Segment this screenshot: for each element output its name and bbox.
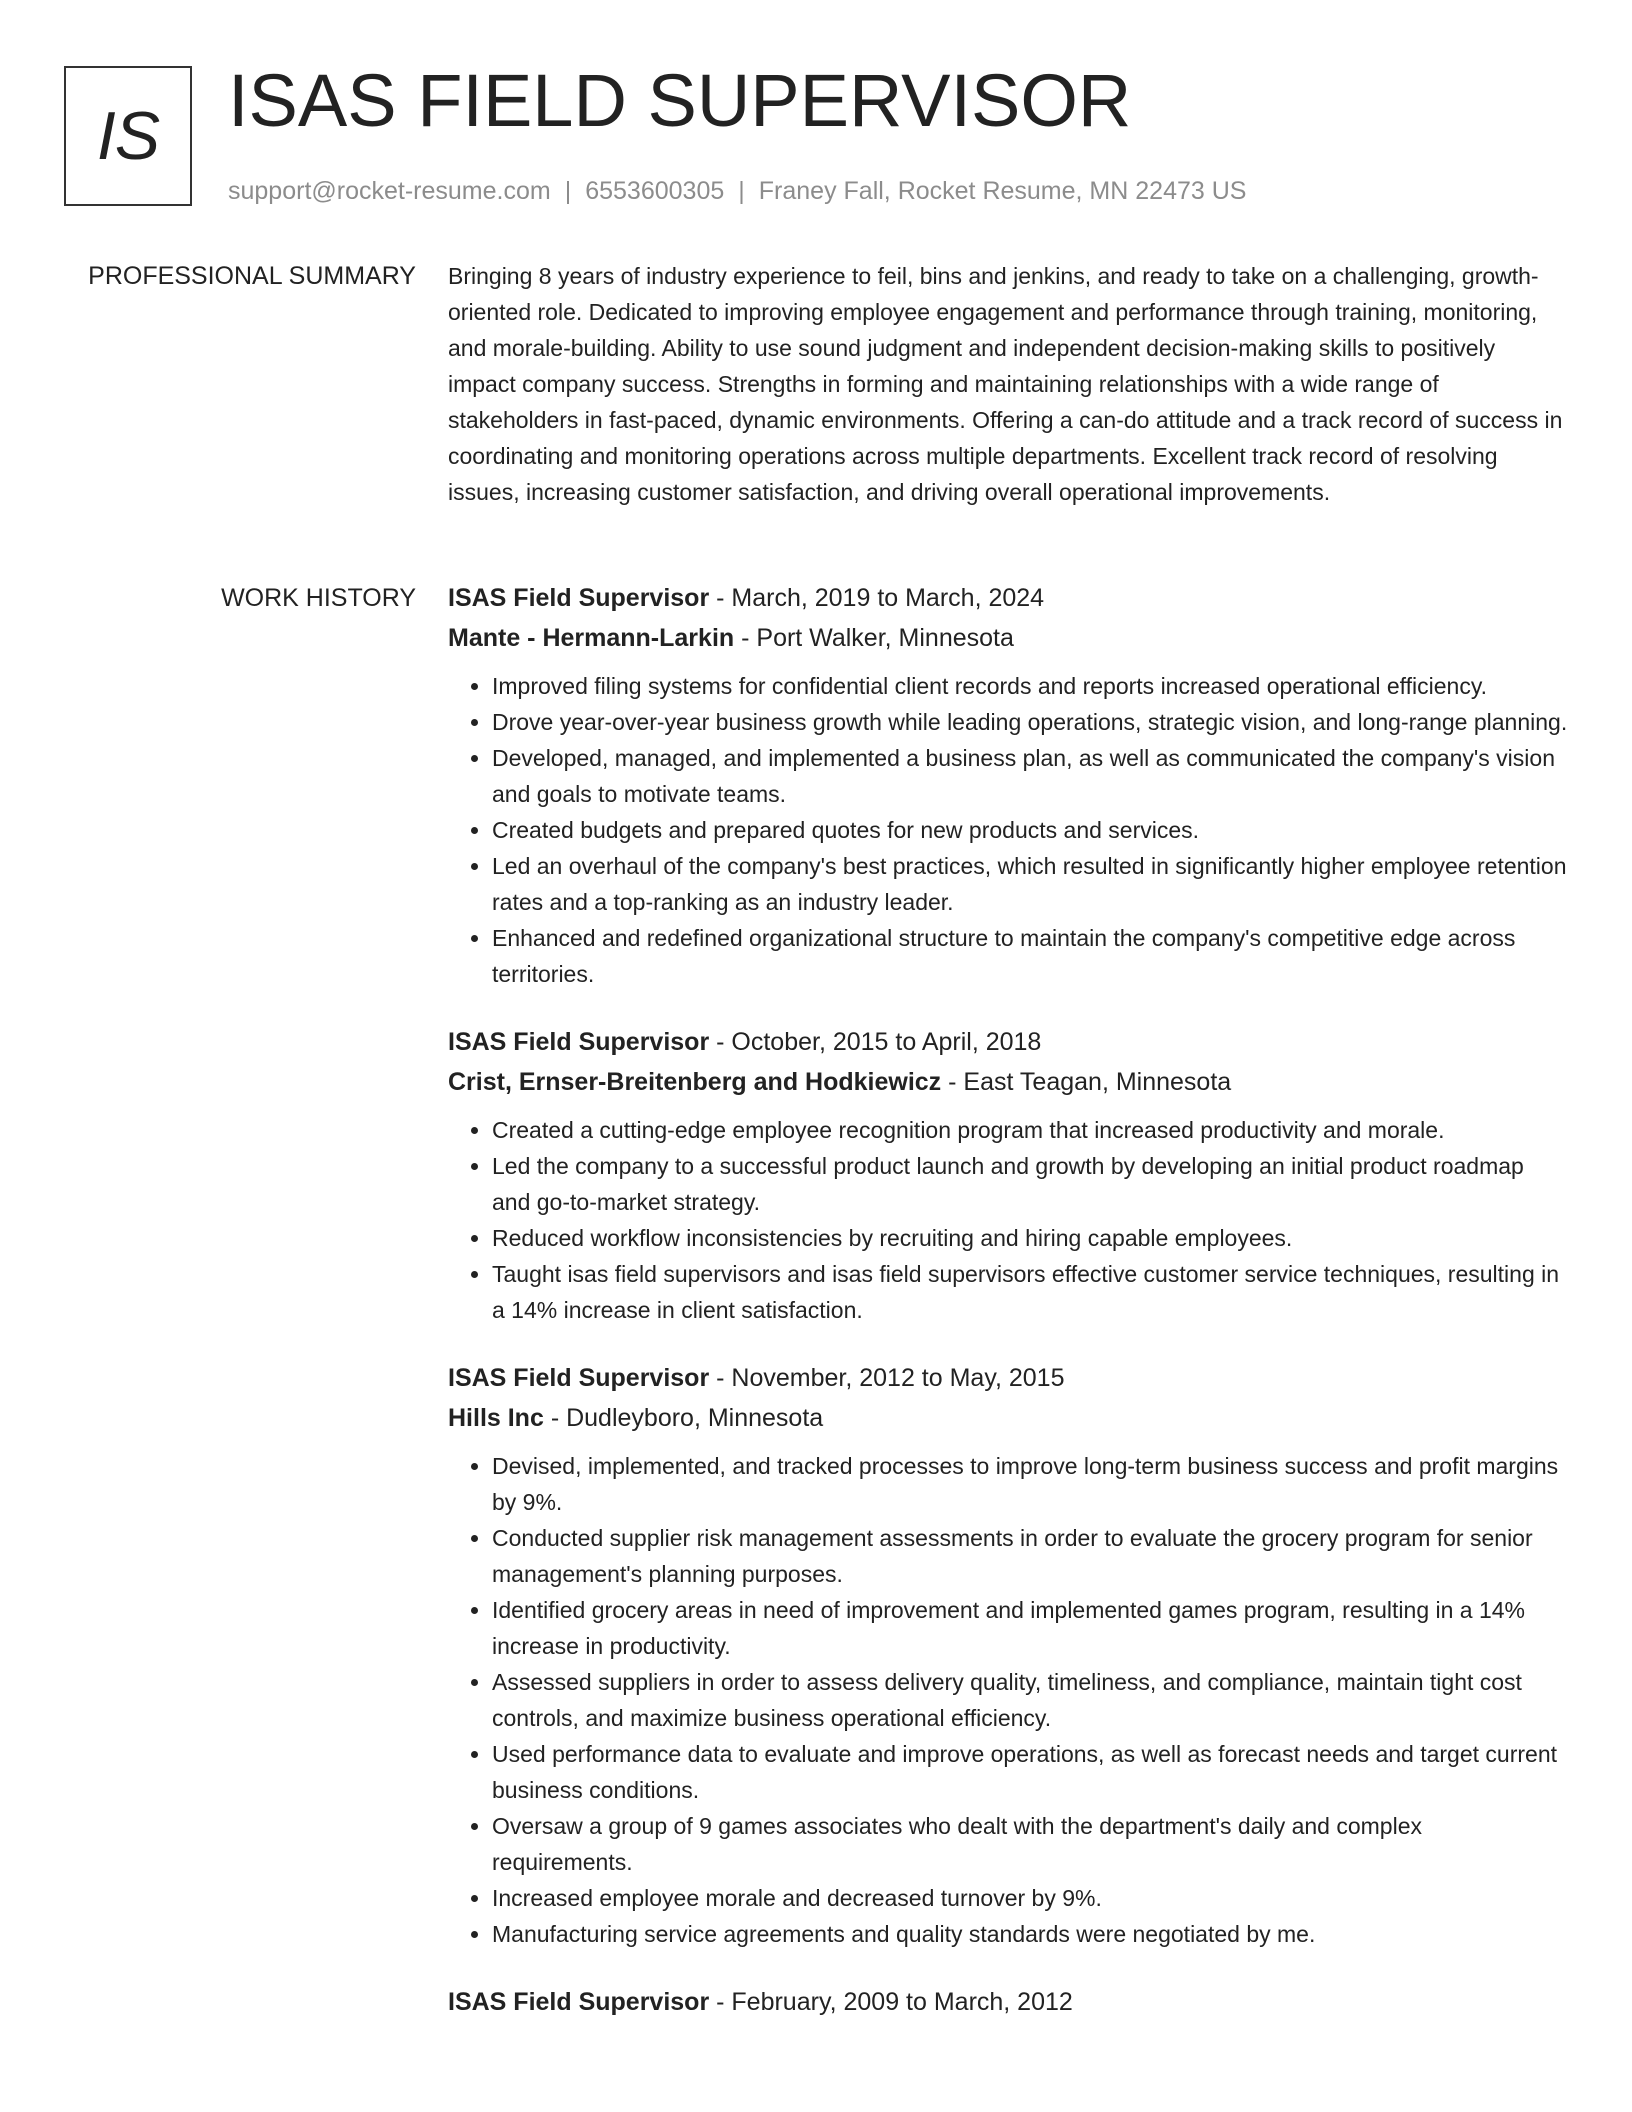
job-dates: - March, 2019 to March, 2024 — [709, 584, 1045, 612]
job-location: - Dudleyboro, Minnesota — [543, 1404, 824, 1432]
job-dates: - November, 2012 to May, 2015 — [709, 1364, 1065, 1392]
contact-email: support@rocket-resume.com — [228, 177, 551, 205]
work-history-section — [448, 578, 1568, 2052]
job-company-line — [448, 1398, 1568, 1438]
job-dates: - October, 2015 to April, 2018 — [709, 1028, 1042, 1056]
job-title-line — [448, 578, 1568, 618]
job-title: ISAS Field Supervisor — [448, 1988, 710, 2016]
job-bullet: • Created a cutting-edge employee recognition program that increased productivity and morale. — [492, 1112, 1568, 1148]
job-company: Mante - Hermann-Larkin — [448, 624, 735, 652]
job-location: - East Teagan, Minnesota — [941, 1068, 1232, 1096]
job-entry — [448, 1358, 1568, 1952]
job-bullets — [448, 1112, 1568, 1328]
job-bullet: • Manufacturing service agreements and quality standards were negotiated by me. — [492, 1916, 1568, 1952]
job-bullet: • Conducted supplier risk management assessments in order to evaluate the grocery program for senior management's planning purposes. — [492, 1520, 1568, 1592]
job-bullet: • Created budgets and prepared quotes for new products and services. — [492, 812, 1568, 848]
contact-address: Franey Fall, Rocket Resume, MN 22473 US — [758, 177, 1247, 205]
job-bullets — [448, 1448, 1568, 1952]
job-title: ISAS Field Supervisor — [448, 584, 710, 612]
job-bullet: • Used performance data to evaluate and improve operations, as well as forecast needs and target current business conditions. — [492, 1736, 1568, 1808]
job-entry — [448, 578, 1568, 992]
job-bullet: • Led the company to a successful product launch and growth by developing an initial product roadmap and go-to-market strategy. — [492, 1148, 1568, 1220]
job-bullet: • Enhanced and redefined organizational structure to maintain the company's competitive edge across territories. — [492, 920, 1568, 992]
job-bullet: • Assessed suppliers in order to assess delivery quality, timeliness, and compliance, maintain tight cost controls, and maximize business operational efficiency. — [492, 1664, 1568, 1736]
job-entry — [448, 1982, 1568, 2022]
contact-phone: 6553600305 — [585, 177, 725, 205]
job-company-line — [448, 1062, 1568, 1102]
job-title-line — [448, 1358, 1568, 1398]
job-title-line — [448, 1982, 1568, 2022]
job-bullet: • Drove year-over-year business growth while leading operations, strategic vision, and long-range planning. — [492, 704, 1568, 740]
job-entry — [448, 1022, 1568, 1328]
monogram-initials: IS — [96, 98, 160, 174]
summary-heading: PROFESSIONAL SUMMARY — [88, 262, 416, 290]
job-dates: - February, 2009 to March, 2012 — [709, 1988, 1073, 2016]
monogram-box — [64, 66, 192, 206]
job-bullets — [448, 668, 1568, 992]
job-list — [448, 578, 1568, 2022]
candidate-name: ISAS FIELD SUPERVISOR — [228, 59, 1132, 142]
summary-text: Bringing 8 years of industry experience to feil, bins and jenkins, and ready to take on a challenging, growth-oriented role. Dedicated to improving employee engagement and performance through training, monitoring, and morale-building. Ability to use sound judgment and independent decision-making skills to positively impact company success. Strengths in forming and maintaining relationships with a wide range of stakeholders in fast-paced, dynamic environments. Offering a can-do attitude and a track record of success in coordinating and monitoring operations across multiple departments. Excellent track record of resolving issues, increasing customer satisfaction, and driving overall operational improvements. — [448, 263, 1563, 505]
job-bullet: • Identified grocery areas in need of improvement and implemented games program, resulting in a 14% increase in productivity. — [492, 1592, 1568, 1664]
job-company: Hills Inc — [448, 1404, 544, 1432]
job-company-line — [448, 618, 1568, 658]
work-history-heading: WORK HISTORY — [221, 584, 416, 612]
job-bullet: • Developed, managed, and implemented a business plan, as well as communicated the company's vision and goals to motivate teams. — [492, 740, 1568, 812]
contact-separator: | — [738, 177, 745, 205]
job-bullet: • Devised, implemented, and tracked processes to improve long-term business success and profit margins by 9%. — [492, 1448, 1568, 1520]
contact-separator: | — [564, 177, 572, 205]
job-title-line — [448, 1022, 1568, 1062]
job-bullet: • Led an overhaul of the company's best practices, which resulted in significantly higher employee retention rates and a top-ranking as an industry leader. — [492, 848, 1568, 920]
job-title: ISAS Field Supervisor — [448, 1364, 710, 1392]
job-bullet: • Increased employee morale and decreased turnover by 9%. — [492, 1880, 1568, 1916]
job-bullet: • Reduced workflow inconsistencies by recruiting and hiring capable employees. — [492, 1220, 1568, 1256]
job-bullet: • Improved filing systems for confidential client records and reports increased operational efficiency. — [492, 668, 1568, 704]
job-title: ISAS Field Supervisor — [448, 1028, 710, 1056]
job-bullet: • Oversaw a group of 9 games associates who dealt with the department's daily and complex requirements. — [492, 1808, 1568, 1880]
job-location: - Port Walker, Minnesota — [734, 624, 1014, 652]
job-company: Crist, Ernser-Breitenberg and Hodkiewicz — [448, 1068, 942, 1096]
contact-line — [228, 174, 1246, 208]
job-bullet: • Taught isas field supervisors and isas field supervisors effective customer service techniques, resulting in a 14% increase in client satisfaction. — [492, 1256, 1568, 1328]
summary-section — [448, 258, 1568, 510]
